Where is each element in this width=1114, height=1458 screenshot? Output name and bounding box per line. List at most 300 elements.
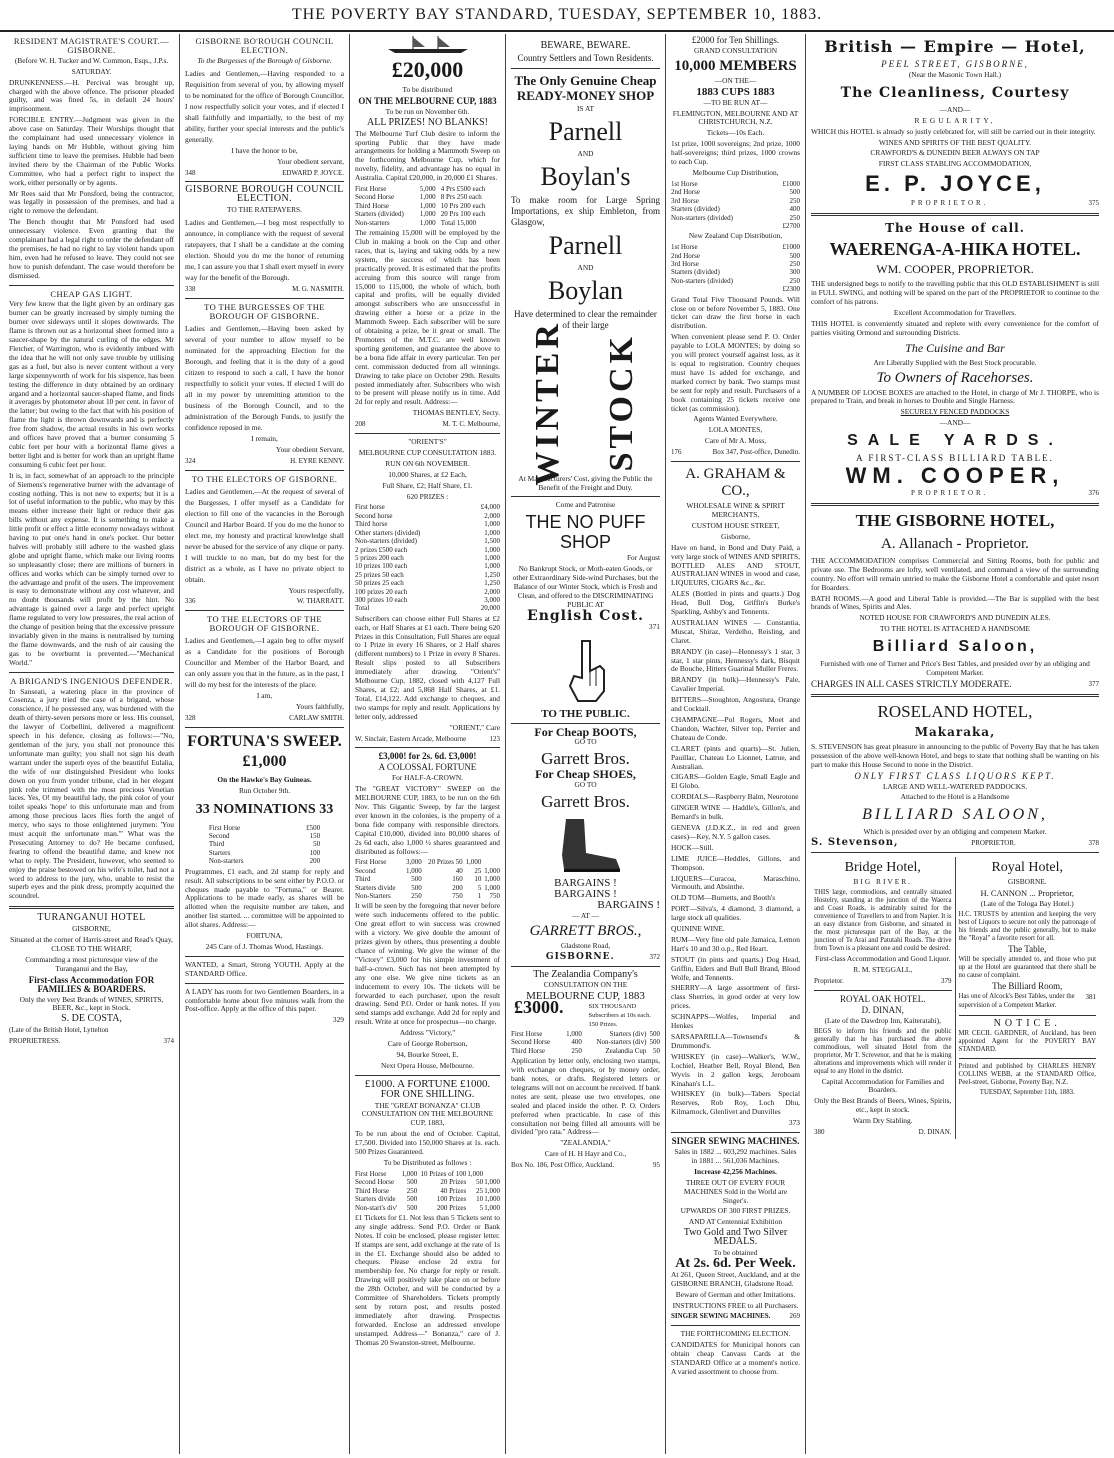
notice-title: NOTICE. (993, 1017, 1061, 1029)
election-sign-row (185, 457, 344, 466)
table-row (671, 205, 800, 213)
billiard-saloon: Billiard Saloon, (872, 638, 1038, 656)
table-cell: Third Horse (355, 201, 390, 210)
bonanza-prize-table (355, 1170, 500, 1212)
table-cell: 3rd Horse (671, 260, 699, 269)
ad-number: 208 (355, 420, 366, 429)
table-cell: Non-starters (208, 857, 244, 866)
table-cell: 10 Prizes of 100 (420, 1169, 467, 1178)
table-cell: Starters divide (355, 1195, 396, 1204)
election-sign: EDWARD P. JOYCE. (282, 168, 344, 177)
table-row (671, 222, 800, 230)
table-cell: 250 (789, 213, 800, 222)
table-cell: Starters (divided) (671, 268, 720, 277)
table-cell: 500 (411, 883, 422, 892)
table-cell: 1,000 (419, 193, 436, 202)
election-close: Yours faithfully, (295, 702, 344, 712)
royal-table: The Table, (1008, 943, 1047, 954)
divider (511, 723, 660, 724)
garrett-name: Garrett Bros. (541, 792, 630, 812)
table-cell: 10 prizes 100 each (355, 562, 408, 571)
gas-para: Very few know that the light given by an ordinary gas burner can be greatly increased by simply turning the burner over sideways until it slopes downwards. The flame is thrown out as a horizontal sheet formed into a saucer-shape by the natural curling of the edges. Mr Fletcher, of Warrington, who is evidently imbued with the idea that he will not only save trouble by utilising gas as a fuel, but also is never content without a very large sixpennyworth of work for his sixpence, has been testing the difference in duty obtained by an ordinary argand and a horizontal saucer-shaped flame, and finds it averages by photometer about 10 per cent. in favor of the latter; but owing to the fact that with his position of flame the light is thrown downwards and is perfectly free from shadow, the actual results in his own works and offices have proved that a burner consuming 5 cubic feet per hour with a horizontal flame gives a better light and is better for work than an upright flame consuming 6 cubic feet per hour. (9, 299, 174, 469)
ad-number: 123 (489, 734, 500, 743)
gas-title: CHEAP GAS LIGHT. (50, 288, 133, 299)
bonanza-headline: £1000. A FORTUNE £1000. (364, 1077, 491, 1090)
list-item: WHISKEY (in case)—Walker's, W.W., Lochiel, Heather Bell, Royal Blend, Ben Wyvis in 2 gallon kegs, Jeroboam Kinahan's L.L. (671, 1051, 800, 1088)
table-cell: 2,000 (484, 511, 500, 520)
ad-number: 372 (649, 952, 660, 961)
table-row (355, 520, 500, 528)
list-item: SCHNAPPS—Wolfes, Imperial and Henkes (671, 1012, 800, 1031)
fortuna-sub: On the Hawke's Bay Guineas. (217, 774, 312, 784)
dinan-row (814, 1128, 952, 1137)
table-cell: First Horse (511, 1030, 543, 1038)
table-cell: 10 (474, 875, 482, 884)
victory-addr: Next Opera House, Melbourne. (381, 1060, 474, 1070)
table-cell: £4,000 (480, 503, 500, 512)
boylans-name: Boylan's (540, 161, 631, 191)
zealandia-subs: SIX THOUSAND Subscribers at 10s each. 150 Prizes. (588, 1003, 651, 1029)
table-cell: Total (355, 604, 370, 613)
table-cell: £1000 (782, 243, 800, 252)
orient-run: RUN ON 6th NOVEMBER. (385, 458, 470, 468)
gisborne: GISBORNE. (545, 951, 615, 962)
gas-para: It is, in fact, somewhat of an approach to the principle of Siemens's regenerative burner with the advantage of costing nothing. This is not new to experts; but it is a lot of useful information to the public, who may by this means either increase their light or reduce their gas bills without any expense. It is something to make a little profit or effect a little economy nowadays without having to put one's hand in one's pocket. Our better halves will probably still adhere to the washed glass globe and upright flame, which make our living rooms so unpleasantly close; there are millions of burners in offices and works which can be simply turned over to the advantage and profit of the users. The improvement is easy to demonstrate without any cost whatever, and no doubt thousands will profit by the hint. No advantage is gained over a large and perfect upright flame regulated to very low pressures, the real action of the change of position being that the excessive pressure invariably given in the mains is neutralised by turning the flame downwards, and the rush of air causing the gas to be overburnt is prevented.—"Mechanical World." (9, 470, 174, 667)
roseland-large: LARGE AND WELL-WATERED PADDOCKS. (882, 781, 1028, 791)
table-cell: 10 Prs 200 each (440, 201, 486, 210)
table-cell: Second (208, 832, 230, 841)
dinan-brands: Only the Best Brands of Beers, Wines, Spirits, etc., kept in stock. (814, 1096, 952, 1115)
table-cell: First Horse (355, 858, 387, 867)
lola-agents: Agents Wanted Everywhere. (693, 414, 778, 424)
table-cell: Third Horse (355, 1186, 390, 1195)
table-cell: 1,000 (484, 866, 500, 875)
singer-and-at: AND AT Centennial Exhibition (688, 1217, 783, 1227)
table-cell: 2nd Horse (671, 251, 700, 260)
list-item: HOCK—Still. (671, 842, 714, 852)
ad-number: 374 (163, 1037, 174, 1046)
zealandia-amount: £3000. (514, 997, 564, 1018)
orient-addr2: W. Sinclair, Eastern Arcade, Melbourne (355, 734, 467, 743)
cooper-prop2: PROPRIETOR. (911, 489, 989, 498)
orient-sub: MELBOURNE CUP CONSULTATION 1883. (358, 447, 497, 457)
table-cell: Starters (divided) (355, 210, 404, 219)
divider (511, 496, 660, 497)
victory-title: A COLOSSAL FORTUNE (378, 762, 477, 773)
big-river: BIG RIVER. (853, 877, 913, 887)
election-sign-row (185, 169, 344, 178)
orient-addr-row (355, 735, 500, 744)
table-cell: 1,000 (484, 1195, 500, 1204)
divider (355, 1075, 500, 1076)
court-day: SATURDAY. (71, 66, 112, 76)
table-cell: 150 (309, 832, 321, 841)
hotel-title: TURANGANUI HOTEL (37, 912, 146, 924)
table-cell: 500 (649, 1038, 660, 1047)
charges-row (811, 680, 1099, 689)
ad-number: 269 (789, 1312, 800, 1321)
bonanza-dist: To be Distributed as follows : (383, 1158, 472, 1167)
victory-prize-table (355, 858, 500, 900)
table-cell: 500 (789, 251, 800, 260)
house-of-call: The House of call. (885, 221, 1025, 236)
bridge-liquor: First-class Accommodation and Good Liquor. (815, 954, 951, 964)
election-sign: W. THARRATT. (296, 597, 344, 606)
table-row (209, 824, 320, 832)
table-cell: Starters (div) (609, 1030, 647, 1038)
election-close: Yours respectfully, (288, 585, 344, 595)
singer2-title: SINGER SEWING MACHINES. (671, 1312, 771, 1321)
ad-number: 379 (941, 976, 952, 985)
court-para: FORCIBLE ENTRY.—Judgment was given in the above case on Saturday. Their Worships thought that the complainant had used unnecessary violence in laying hands on Mr Hubble, without giving him sufficient time to leave the premises. Hubble had been invited there by the Chairman of the Public Works Committee, who had a perfect right to inspect the work, either personally or by agents. (9, 115, 174, 187)
table-cell: 1st Horse (671, 179, 698, 188)
divider (185, 298, 344, 299)
sweep-sec2: M. T. C. Melbourne, (442, 420, 500, 429)
ad-number: 371 (648, 621, 660, 631)
orient-addr: "ORIENT," Care (449, 722, 500, 732)
table-cell: Second (355, 866, 376, 875)
singer-obtained: To be obtained (713, 1248, 758, 1258)
bridge-body: THIS large, commodious, and centrally situated Hostelry, standing at the junction of the Waerca and Coast Roads, is admirably suited for the convenience of Travellers to and from Napier. It is an easy distance from Gisborne, and situated in the most picturesque part of the Bay, at the junction of Te Arai and Patutahi Roads. The drive from Town is a pleasant one and could be desired. (814, 889, 952, 953)
election-to: TO THE RATEPAYERS. (227, 205, 302, 215)
ad-number: 381 (1085, 992, 1096, 1001)
and-label: —AND— (939, 418, 971, 428)
royal-late: (Late of the Tologa Bay Hotel.) (980, 898, 1074, 908)
election-close: I am, (256, 691, 273, 701)
table-cell: First Horse (355, 1169, 387, 1178)
table-cell: 500 (406, 1178, 418, 1187)
hotel-footer (9, 1037, 174, 1046)
ad-number: 373 (788, 1118, 800, 1128)
divider (959, 1058, 1097, 1059)
singer-instr: INSTRUCTIONS FREE to all Purchasers. (672, 1300, 799, 1310)
divider (811, 213, 1099, 216)
is-at: IS AT (576, 103, 595, 113)
ad-number: 95 (653, 1161, 660, 1170)
cost-text: At Manufacturers' Cost, giving the Public the Benefit of the Freight and Duty. (518, 473, 653, 492)
table-row (671, 188, 800, 196)
lola-nz-dist: New Zealand Cup Distribution, (688, 231, 783, 241)
table-cell: 20 Prizes (440, 1178, 467, 1187)
election-close: Your obedient Servant, (275, 444, 344, 454)
lola-first: 1st prize, 1000 sovereigns; 2nd prize, 1000 half-sovereigns; third prizes, 1000 crowns to each Cup. (671, 139, 800, 167)
cannon: H. CANNON ... Proprietor, (980, 888, 1075, 899)
royal-billiard-row (959, 993, 1097, 1011)
graham-have-on: Have on hand, in Bond and Duty Paid, a very large stock of WINES AND SPIRITS, BOTTLED ALES AND STOUT, AUSTRALIAN WINES in wood and case, LIQUEURS, CIGARS &c., &c. (671, 542, 800, 588)
zealandia-cons: CONSULTATION ON THE (543, 980, 628, 990)
singer-medals: Two Gold and Two Silver MEDALS. (683, 1227, 788, 1248)
table-cell: 1,000 (484, 545, 500, 554)
dinan2: D. DINAN. (918, 1128, 952, 1137)
lola-tickets: Tickets—10s Each. (706, 128, 765, 138)
divider (671, 1325, 800, 1326)
table-row (355, 210, 500, 218)
zealandia-addr-row (511, 1161, 660, 1170)
table-row (671, 277, 800, 285)
parnell-name: Parnell (548, 230, 623, 260)
graham-whole: WHOLESALE WINE & SPIRIT MERCHANTS, (686, 501, 785, 519)
lola-addr3: Box 347, Post-office, Dunedin. (712, 448, 800, 457)
table-cell: 25 prizes 50 each (355, 570, 404, 579)
bridge-hotel-ad (811, 857, 956, 1139)
table-row (355, 537, 500, 545)
table-row (355, 193, 500, 201)
wanted-ad: WANTED, a Smart, Strong YOUTH. Apply at the STANDARD Office. (185, 959, 344, 978)
table-cell: 1,000 (484, 528, 500, 537)
joyce-prop: PROPRIETOR. (911, 199, 989, 208)
table-cell: 400 (571, 1038, 582, 1047)
table-row (209, 849, 320, 857)
boylan-name: Boylan (547, 275, 624, 305)
table-cell: 2 prizes £500 each (355, 545, 408, 554)
ad-number: 328 (185, 713, 196, 722)
table-cell: 200 (309, 857, 321, 866)
page-columns (4, 34, 1110, 1454)
singer2-row (671, 1312, 800, 1321)
table-row (355, 1178, 500, 1186)
list-item: BITTERS—Stoughton, Angostura, Orange and Cocktail. (671, 695, 800, 714)
divider (959, 1015, 1097, 1016)
list-item: CORDIALS—Raspberry Balm, Neurotone (671, 792, 799, 802)
table-cell: 1,000 (467, 1169, 484, 1178)
table-row (355, 571, 500, 579)
sweep-amount: £20,000 (391, 57, 464, 82)
hotel-prop: PROPRIETRESS. (9, 1037, 61, 1046)
hotel-text: Situated at the corner of Harris-street and Read's Quay, CLOSE TO THE WHARF, (10, 935, 173, 953)
election-body: Ladies and Gentlemen,—Having responded to a Requisition from several of you, by allowing myself to be nominated for the office of Borough Councillor, I now respectfully solicit your votes, and if elected I shall faithfully and impartially, to the best of my ability, further your special interests and the public's generally. (185, 68, 344, 144)
table-cell: 25 (474, 866, 482, 875)
orient-body: Subscribers can choose either Full Shares at £2 each, or Half Shares at £1 each. There being 620 Prizes in this Consultation, Full Shares are equal to 1 Prize in every 16 Shares, or 2 Half shares (different numbers) to 1 Prize in every 8 Shares. Result slips posted to all Subscribers immediately after drawing. "Orient's" Melbourne Cup, 1882, closed with 4,127 Full Shares, at £2; and 5,868 Half Shares, at £1. Total, £14,122. Add exchange to cheques, and two stamps for reply and result. Applications by letter only, addressed (355, 613, 500, 721)
to-public: TO THE PUBLIC. (541, 707, 630, 720)
table-cell: 20,000 (480, 604, 500, 613)
table-cell: 1,000 (465, 858, 482, 867)
billiard-table: A FIRST-CLASS BILLIARD TABLE. (856, 453, 1054, 464)
dinan-capital: Capital Accommodation for Families and Boarders. (821, 1076, 944, 1095)
divider (671, 461, 800, 462)
court-before: (Before W. H. Tucker and W. Common, Esqs., J.P.s. (14, 55, 169, 65)
election-title: GISBORNE BOROUGH COUNCIL ELECTION. (185, 184, 344, 205)
singer-title: SINGER SEWING MACHINES. (671, 1136, 800, 1147)
table-cell: 5,000 (419, 185, 436, 194)
sweep-run: To be run on November 6th. (385, 106, 470, 116)
roseland-presided: Which is presided over by an obliging and competent Marker. (863, 827, 1047, 837)
election-sign-row (185, 285, 344, 294)
table-cell: 40 Prizes (440, 1186, 467, 1195)
graham-title: A. GRAHAM & CO., (685, 466, 786, 500)
column-5 (666, 34, 806, 1454)
table-cell: 3,000 (405, 858, 422, 867)
table-cell: 250 (789, 260, 800, 269)
ad-number: 324 (185, 456, 196, 465)
lola-addr-row (671, 448, 800, 457)
table-cell: Non-starters (divided) (671, 276, 734, 285)
divider (355, 433, 500, 434)
zealandia-amount-row (511, 997, 660, 1030)
split-hotels (811, 857, 1099, 1139)
bonanza-title: THE "GREAT BONANZA" CLUB CONSULTATION ON THE MELBOURNE CUP, 1883, (361, 1100, 494, 1128)
table-row (355, 529, 500, 537)
singer-beware: Beware of German and other Imitations. (675, 1289, 796, 1299)
victory-sub: For HALF-A-CROWN. (391, 773, 464, 783)
sweep-dist: To be distributed (402, 85, 453, 94)
table-cell: 400 (789, 205, 800, 214)
go-to: GO TO (574, 780, 597, 790)
table-row (355, 1204, 500, 1212)
list-item: RUM—Very fine old pale Jamaica, Lemon Hart's 10 and 30 o.p., Red Heart. (671, 934, 800, 953)
singer-three: THREE OUT OF EVERY FOUR MACHINES Sold in the World are Singer's. (683, 1177, 788, 1205)
royal-billiard: The Billiard Room, (992, 980, 1063, 991)
list-item: SHERRY—A large assortment of first-class Sherries, in good order at very low prices. (671, 983, 800, 1011)
table-cell: 1,000 (419, 210, 436, 219)
masthead: THE POVERTY BAY STANDARD, TUESDAY, SEPTEMBER 10, 1883. (0, 0, 1114, 32)
ad-number: 380 (814, 1128, 825, 1137)
table-row (355, 562, 500, 570)
wanted-ad: A LADY has room for two Gentlemen Boarders, in a comfortable home about five minutes walk from the Post-office. Apply at the office of this paper. (185, 986, 344, 1014)
imprint: Printed and published by CHARLES HENRY COLLINS WEBB, at the STANDARD Office, Peel-street, Gisborne, Poverty Bay, N.Z. (958, 1063, 1096, 1087)
cooper-prop: WM. COOPER, PROPRIETOR. (876, 262, 1034, 277)
cuisine: The Cuisine and Bar (905, 340, 1005, 355)
table-row (355, 185, 500, 193)
zealandia-addr: "ZEALANDIA," (560, 1138, 611, 1148)
and-label: AND (577, 262, 594, 272)
table-row (671, 214, 800, 222)
sweep-sec: THOMAS BENTLEY, Secty. (412, 408, 500, 418)
british-hotel-title: British — Empire — Hotel, (824, 37, 1086, 56)
list-item: GINGER WINE — Haddle's, Gillon's, and Bernard's in bulk. (671, 803, 800, 822)
column-2 (180, 34, 350, 1454)
forthcoming: THE FORTHCOMING ELECTION. (680, 1329, 791, 1339)
list-item: CIGARS—Golden Eagle, Small Eagle and El Globo. (671, 772, 800, 791)
graham-customs: CUSTOM HOUSE STREET, (691, 520, 780, 530)
stock-word: STOCK (603, 333, 641, 472)
fortuna-body: Programmes, £1 each, and 2d stamp for reply and result. All subscriptions to be sent either by P.O.O. or cheques made payable to "Fortuna," or Bearer. Applications to be made early, as shares will be allotted when the requisite number are taken, and another list started. ... committee will be appointed to allot shares. Address:— (185, 866, 344, 930)
table-cell: 5 (477, 883, 482, 892)
list-item: BRANDY (in bulk)—Hennessy's Pale, Cavalier Imperial. (671, 675, 800, 694)
fortuna-addr: 245 Care of J. Thomas Wood, Hastings. (205, 941, 324, 951)
table-row (511, 1030, 660, 1038)
gisborne-hotel-title: THE GISBORNE HOTEL, (855, 510, 1055, 530)
sweep-cup: ON THE MELBOURNE CUP, 1883 (358, 95, 497, 106)
table-row (355, 503, 500, 511)
royal-oak-title: ROYAL OAK HOTEL. (840, 993, 926, 1004)
ad-number: 375 (1088, 199, 1099, 208)
ship-icon (383, 34, 473, 54)
joyce-row (811, 199, 1099, 208)
waerenga-title: WAERENGA-A-HIKA HOTEL. (829, 239, 1081, 260)
table-cell: 200 (452, 883, 463, 892)
table-row (355, 512, 500, 520)
sweep-sec-row (355, 420, 500, 429)
ad-number: 176 (671, 448, 682, 457)
column-6 (806, 34, 1104, 1454)
column-1 (4, 34, 180, 1454)
table-cell: Third Horse (511, 1046, 546, 1055)
lola-nz-table (671, 243, 800, 293)
british-crawford: CRAWFORD'S & DUNEDIN BEER ALWAYS ON TAP (870, 148, 1040, 158)
gisborne-attached: TO THE HOTEL IS ATTACHED A HANDSOME (880, 624, 1030, 634)
list-item: LIME JUICE—Heddles, Gillons, and Thompson. (671, 853, 800, 872)
zealandia-prize-table (511, 1030, 660, 1055)
table-cell: 500 (789, 188, 800, 197)
ad-number: 329 (332, 1015, 344, 1025)
table-cell: 500 (411, 875, 422, 884)
victory-addr: 94, Bourke Street, E. (396, 1049, 459, 1059)
lola-run: —TO BE RUN AT— (703, 97, 768, 107)
table-cell: 3rd Horse (671, 196, 699, 205)
table-cell: 1,250 (484, 579, 500, 588)
royal-gis: GISBORNE. (1007, 877, 1047, 887)
table-cell: 1,000 (484, 562, 500, 571)
come-text: Come and Patronise (555, 500, 616, 510)
bargains: BARGAINS ! (554, 877, 617, 890)
column-3 (350, 34, 506, 1454)
lola-mel-dist: Melbourne Cup Distribution, (692, 167, 779, 177)
hotel-late: (Late of the British Hotel, Lyttelton (9, 1026, 109, 1035)
table-cell: 10 (476, 1195, 484, 1204)
hotel-text: Only the very Best Brands of WINES, SPIRITS, BEER, &c., kept in Stock. (19, 994, 164, 1013)
lola-addr: Care of Mr A. Moss, (704, 436, 767, 446)
zealandia-body: Application by letter only, enclosing two stamps, with exchange on cheques, or by money order, bank notes, or drafts. Registered letters or telegrams will not on account be received. If bank notes are sent, please use two envelopes, one sealed and placed inside the other. P. O. Orders preferred when practicable. In case of this consultation not being filled all amounts will be divided "pro rata." Address— (511, 1056, 660, 1137)
table-cell: 5 (479, 1203, 484, 1212)
table-cell: 25 (476, 1186, 484, 1195)
brigand-para: In Sanseati, a watering place in the province of Cosenza, a jury tried the case of a brigand, whose conscience, if he possessed any, was burdened with the death of thirty-seven persons more or less. His counsel, the lawyer of Corbellini, delivered a magnificent speech in his defence, closing as follows:—"No, gentleman of the jury, you shall not pronounce this unfortunate man guilty; you shall not sign his death warrant under the superb eyes of the beautiful Eulalia, the wife of our distinguished President who looks down on you from yonder tribune, clad in her elegant pink robe trimmed with the most precious Venetian laces. Yes, O! my beautiful lady, the pink color of your toilet speaks 'hope' to this unfortunate man and from among those precious laces flies forth the angel of mercy, who says to those enlightened jurymen: 'You must acquit the unfortunate man.'" What was the Presecuting Attorney to do? He became confused, fearing to offend the beautiful dame, and knew not what to reply. The President, however, who seemed to enjoy the praise bestowed on his wife's toilet, had not a word to address to the jury, who, unable to resist the superb eyes and the pink dress, promptly acquitted the scoundrel. (9, 686, 174, 901)
table-cell: 750 (452, 892, 463, 901)
lola-grand: GRAND CONSULTATION (693, 45, 778, 55)
dinan-warm: Warm Dry Stabling. (852, 1116, 913, 1126)
garrett-name: Garrett Bros. (541, 749, 630, 769)
divider (355, 747, 500, 748)
gisborne-furnished: Furnished with one of Turner and Price's Best Tables, and presided over by an obliging and Competent Marker. (820, 659, 1090, 678)
imprint-date: TUESDAY, September 11th, 1883. (979, 1089, 1075, 1097)
dinan-name: D. DINAN, (861, 1004, 904, 1015)
beware-heading: BEWARE, BEWARE. (540, 40, 631, 51)
divider (511, 966, 660, 967)
lola-conv: When convenient please send P. O. Order payable to LOLA MONTES; by doing so you will protect yourself against loss, as it is equal to registration. Country cheques must have 1s added for exchange, and marked correct by bank. Two stamps must be sent for reply and result. Purchasers of a book containing 25 tickets receive one ticket (as commission). (671, 332, 800, 413)
election-to: To the Burgesses of the Borough of Gisborne. (197, 55, 332, 65)
table-row (671, 180, 800, 188)
court-title: RESIDENT MAGISTRATE'S COURT.—GISBORNE. (13, 36, 170, 55)
election-body: Ladies and Gentlemen,—Having been asked by several of your number to allow myself to be nominated for the approaching Election for the Borough, and feeling that it is the duty of a good citizen to respond to such a call, I have the honor respectfully to solicit your votes. If elected I will do all in my power by unremitting attention to the business of the Borough Council, and to the administration of the Borough Funds, to justify the confidence reposed in me. (185, 323, 344, 432)
zealandia-addr: Care of H. H Hayr and Co., (544, 1149, 627, 1159)
table-cell: 1,000 (484, 553, 500, 562)
clear-text: Have determined to clear the remainder of their large (514, 308, 657, 330)
divider (185, 983, 344, 984)
table-cell: Third horse (355, 520, 388, 529)
table-cell: 50 (653, 1046, 660, 1055)
singer-price: At 2s. 6d. Per Week. (675, 1255, 796, 1271)
table-cell: Non-start's div' (355, 1203, 398, 1212)
table-row (355, 1170, 500, 1178)
roseland-saloon: BILLIARD SALOON, (862, 806, 1048, 824)
lola-on: —ON THE— (714, 75, 757, 85)
table-cell: Second horse (355, 511, 393, 520)
table-cell: 100 prizes 20 each (355, 587, 408, 596)
table-cell: First horse (355, 503, 385, 512)
singer-inc: Increase 42,256 Machines. (694, 1166, 777, 1176)
table-row (511, 1047, 660, 1055)
roseland-liquors: ONLY FIRST CLASS LIQUORS KEPT. (854, 770, 1056, 781)
table-cell: Starters (divided) (671, 205, 720, 214)
table-cell: 1,000 (566, 1030, 582, 1038)
candidates: CANDIDATES for Municipal honors can obtain cheap Canvass Cards at the STANDARD Office at a moment's notice. A varied assortment to choose from. (671, 1340, 800, 1376)
table-row (355, 1195, 500, 1203)
table-cell: 250 (411, 892, 422, 901)
table-cell: 1,000 (419, 218, 436, 227)
election-title: TO THE ELECTORS OF GISBORNE. (191, 473, 338, 484)
table-row (355, 579, 500, 587)
list-item: CLARET (pints and quarts)—St. Julien, Pauillac, Chateau Lo Lionnet, Latrue, and Australian. (671, 743, 800, 771)
table-cell: Third (208, 840, 225, 849)
